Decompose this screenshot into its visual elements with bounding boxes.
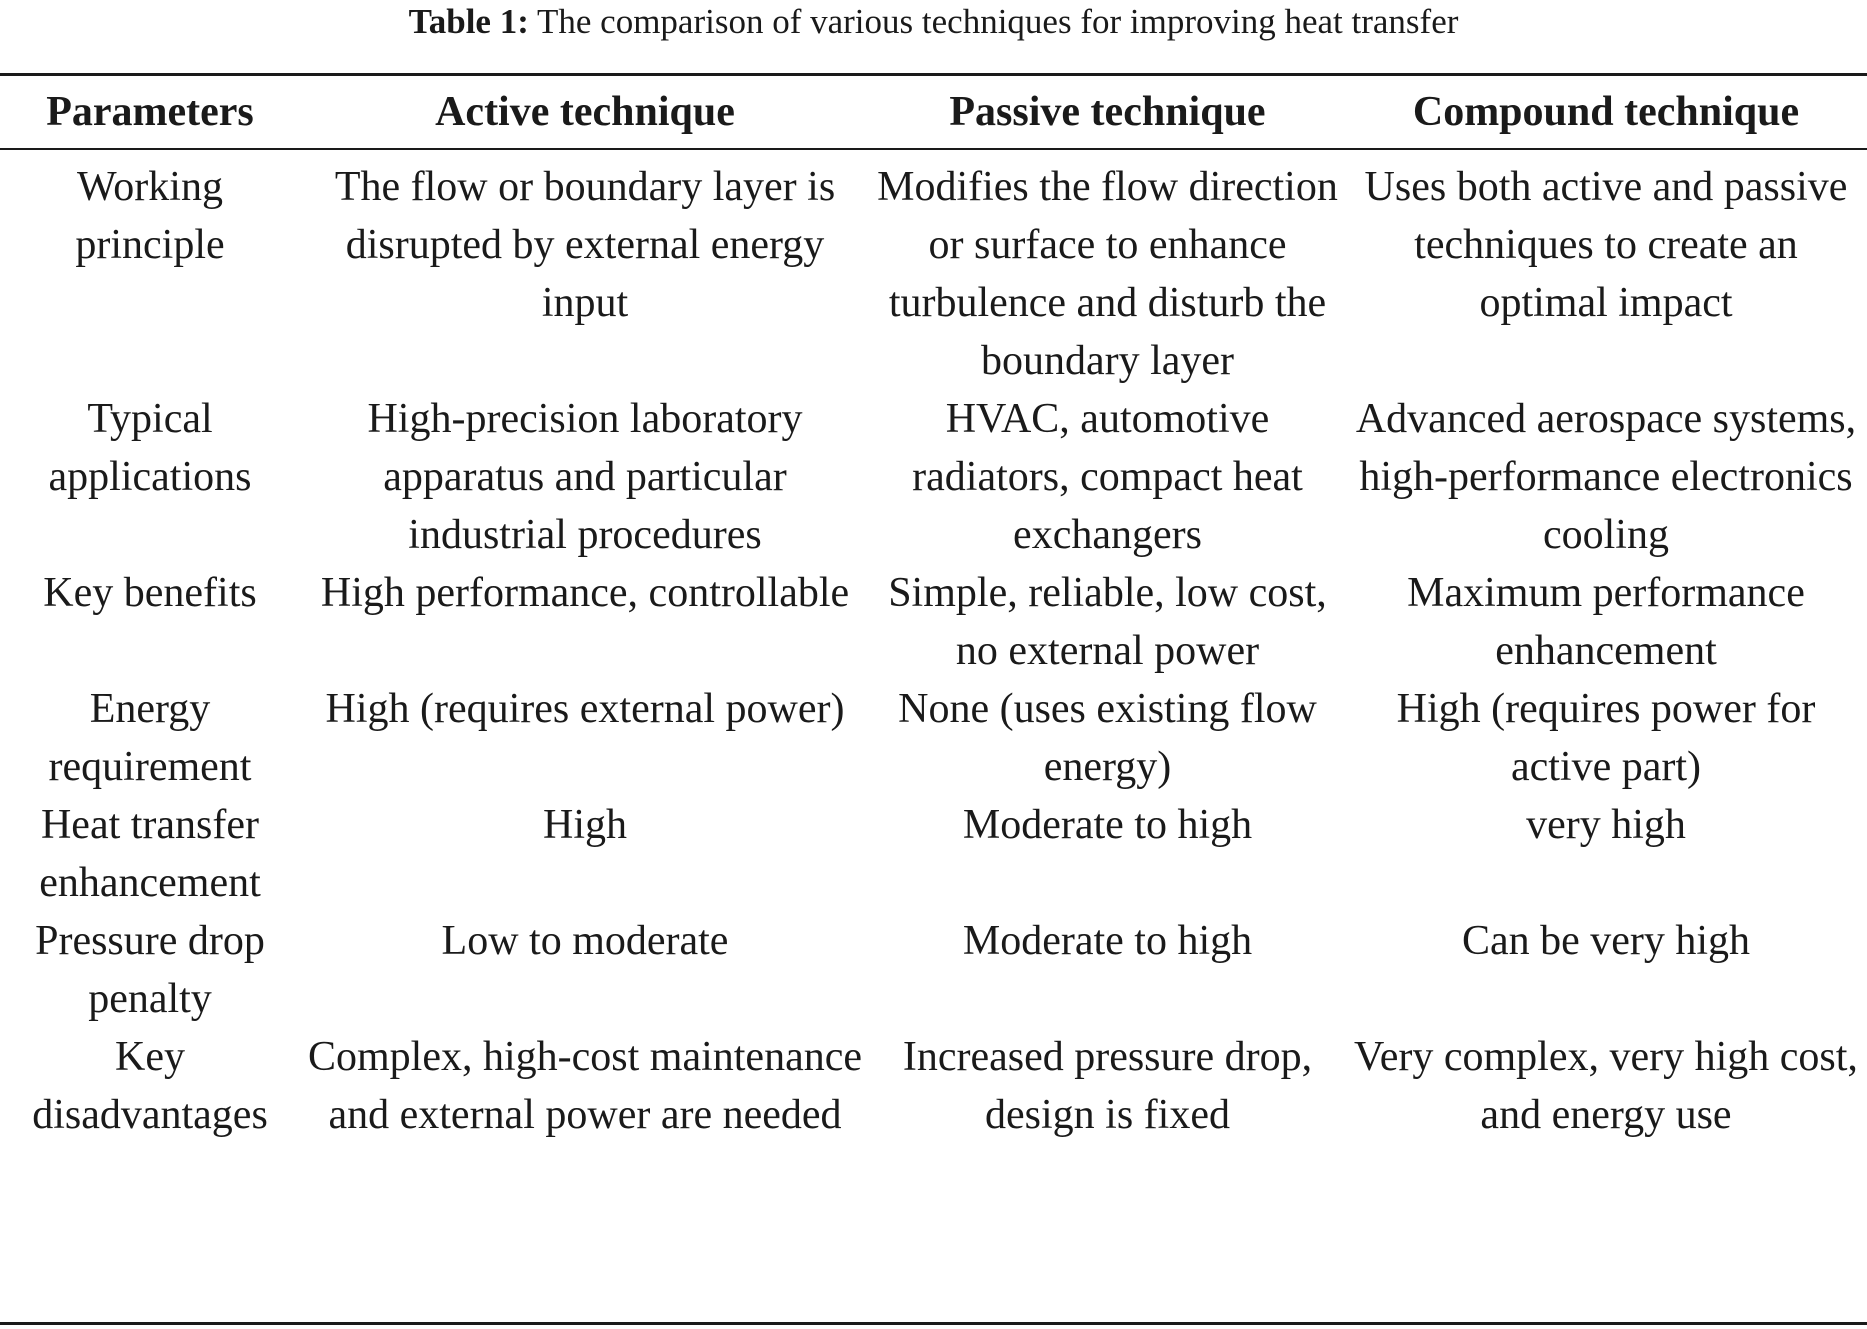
cell-active: High-precision laboratory apparatus and particular industrial procedures <box>367 396 803 558</box>
cell-parameter: Typical applications <box>48 396 252 500</box>
cell-compound: Can be very high <box>1461 918 1751 964</box>
comparison-table <box>0 76 1867 1144</box>
cell-parameter: Key disadvantages <box>32 1034 268 1138</box>
cell-active: High (requires external power) <box>325 686 845 732</box>
cell-active: High <box>543 802 627 848</box>
cell-active: Low to moderate <box>441 918 729 964</box>
table-row <box>0 564 1867 680</box>
cell-compound: High (requires power for active part) <box>1396 686 1816 790</box>
cell-active: Complex, high-cost maintenance and external power are needed <box>307 1034 863 1138</box>
caption-text: The comparison of various techniques for improving heat transfer <box>537 2 1459 41</box>
header-active-technique: Active technique <box>435 89 735 135</box>
cell-parameter: Key benefits <box>43 570 257 616</box>
table-row <box>0 148 1867 390</box>
bottom-rule <box>0 1322 1867 1325</box>
table-row <box>0 1028 1867 1144</box>
cell-passive: Modifies the flow direction or surface to enhance turbulence and disturb the boundary layer <box>877 164 1338 384</box>
cell-passive: Increased pressure drop, design is fixed <box>902 1034 1313 1138</box>
table-row <box>0 680 1867 796</box>
cell-passive: Moderate to high <box>962 802 1253 848</box>
cell-passive: Moderate to high <box>962 918 1253 964</box>
cell-compound: Uses both active and passive techniques to create an optimal impact <box>1364 164 1848 326</box>
cell-passive: None (uses existing flow energy) <box>898 686 1317 790</box>
table-row <box>0 390 1867 564</box>
header-row <box>0 76 1867 148</box>
cell-compound: Maximum performance enhancement <box>1407 570 1805 674</box>
table-row <box>0 912 1867 1028</box>
cell-compound: very high <box>1526 802 1686 848</box>
cell-parameter: Heat transfer enhancement <box>39 802 261 906</box>
cell-active: The flow or boundary layer is disrupted by external energy input <box>334 164 836 326</box>
cell-compound: Advanced aerospace systems, high-performance electronics cooling <box>1355 396 1857 558</box>
cell-passive: Simple, reliable, low cost, no external power <box>888 570 1327 674</box>
table-row <box>0 796 1867 912</box>
cell-parameter: Energy requirement <box>48 686 252 790</box>
cell-active: High performance, controllable <box>320 570 850 616</box>
caption-label: Table 1: <box>408 2 529 41</box>
cell-compound: Very complex, very high cost, and energy use <box>1354 1034 1858 1138</box>
header-passive-technique: Passive technique <box>949 89 1266 135</box>
table-caption <box>0 0 1867 42</box>
cell-passive: HVAC, automotive radiators, compact heat exchangers <box>912 396 1303 558</box>
header-parameters: Parameters <box>46 89 254 135</box>
cell-parameter: Pressure drop penalty <box>35 918 265 1022</box>
header-compound-technique: Compound technique <box>1412 89 1800 135</box>
cell-parameter: Working principle <box>75 164 225 268</box>
